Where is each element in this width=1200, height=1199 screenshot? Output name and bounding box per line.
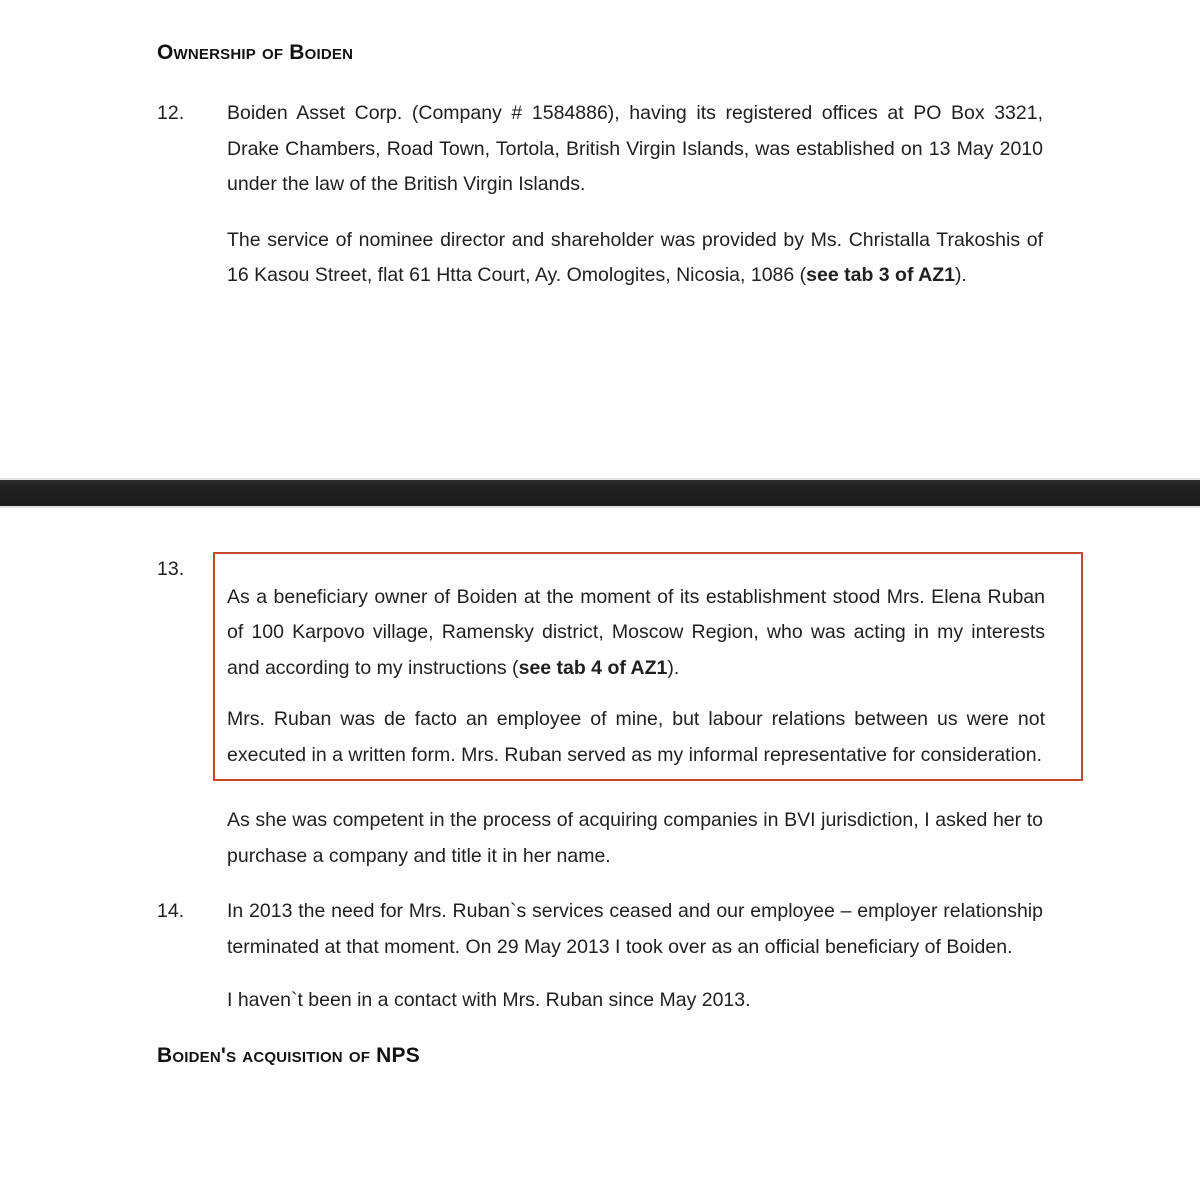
- paragraph-12: [157, 96, 1043, 203]
- page-break-bar: [0, 478, 1200, 508]
- section-heading-ownership: Ownership of Boiden: [157, 41, 354, 64]
- paragraph-13-text: [227, 580, 1045, 687]
- exhibit-reference-tab3: see tab 3 of AZ1: [806, 264, 955, 286]
- paragraph-12-continuation-text: The service of nominee director and shareholder was provided by Ms. Christalla Trakoshis of 16 Kasou Street, flat 61 Htta Court, Ay. Omologites, Nicosia, 1086 (: [227, 228, 1043, 286]
- paragraph-13-continuation: Mrs. Ruban was de facto an employee of mine, but labour relations between us were not executed in a written form. Mrs. Ruban served as my informal representative for consideration.: [227, 708, 1045, 766]
- document-page-1: [157, 40, 1043, 294]
- paragraph-12-number: 12.: [157, 102, 185, 124]
- section-heading-acquisition: Boiden's acquisition of NPS: [157, 1043, 420, 1067]
- paragraph-14: [157, 894, 1043, 965]
- paragraph-12-continuation: [227, 223, 1043, 294]
- paragraph-13-text-end: ).: [667, 656, 680, 679]
- exhibit-reference-tab4: see tab 4 of AZ1: [518, 656, 668, 679]
- paragraph-13: [157, 552, 1043, 875]
- paragraph-13-continuation-2: As she was competent in the process of acquiring companies in BVI jurisdiction, I asked her to purchase a company and title it in her name.: [227, 809, 1043, 867]
- paragraph-12-continuation-end: ).: [954, 264, 967, 286]
- document-page-2: [157, 552, 1043, 1069]
- paragraph-13-text-start: As a beneficiary owner of Boiden at the moment of its establishment stood Mrs. Elena Ruban of 100 Karpovo village, Ramensky district, Moscow Region, who was acting in my interests and according to my instructions (: [227, 585, 1045, 679]
- paragraph-14-continuation: I haven`t been in a contact with Mrs. Ruban since May 2013.: [227, 989, 751, 1011]
- paragraph-14-text: In 2013 the need for Mrs. Ruban`s services ceased and our employee – employer relationship terminated at that moment. On 29 May 2013 I took over as an official beneficiary of Boiden.: [227, 900, 1043, 958]
- paragraph-12-text: Boiden Asset Corp. (Company # 1584886), having its registered offices at PO Box 3321, Drake Chambers, Road Town, Tortola, British Virgin Islands, was established on 13 May 2010 under the law of the British Virgin Islands.: [227, 102, 1043, 195]
- paragraph-14-number: 14.: [157, 900, 185, 922]
- highlight-annotation-box: [213, 552, 1083, 782]
- paragraph-13-number: 13.: [157, 557, 185, 580]
